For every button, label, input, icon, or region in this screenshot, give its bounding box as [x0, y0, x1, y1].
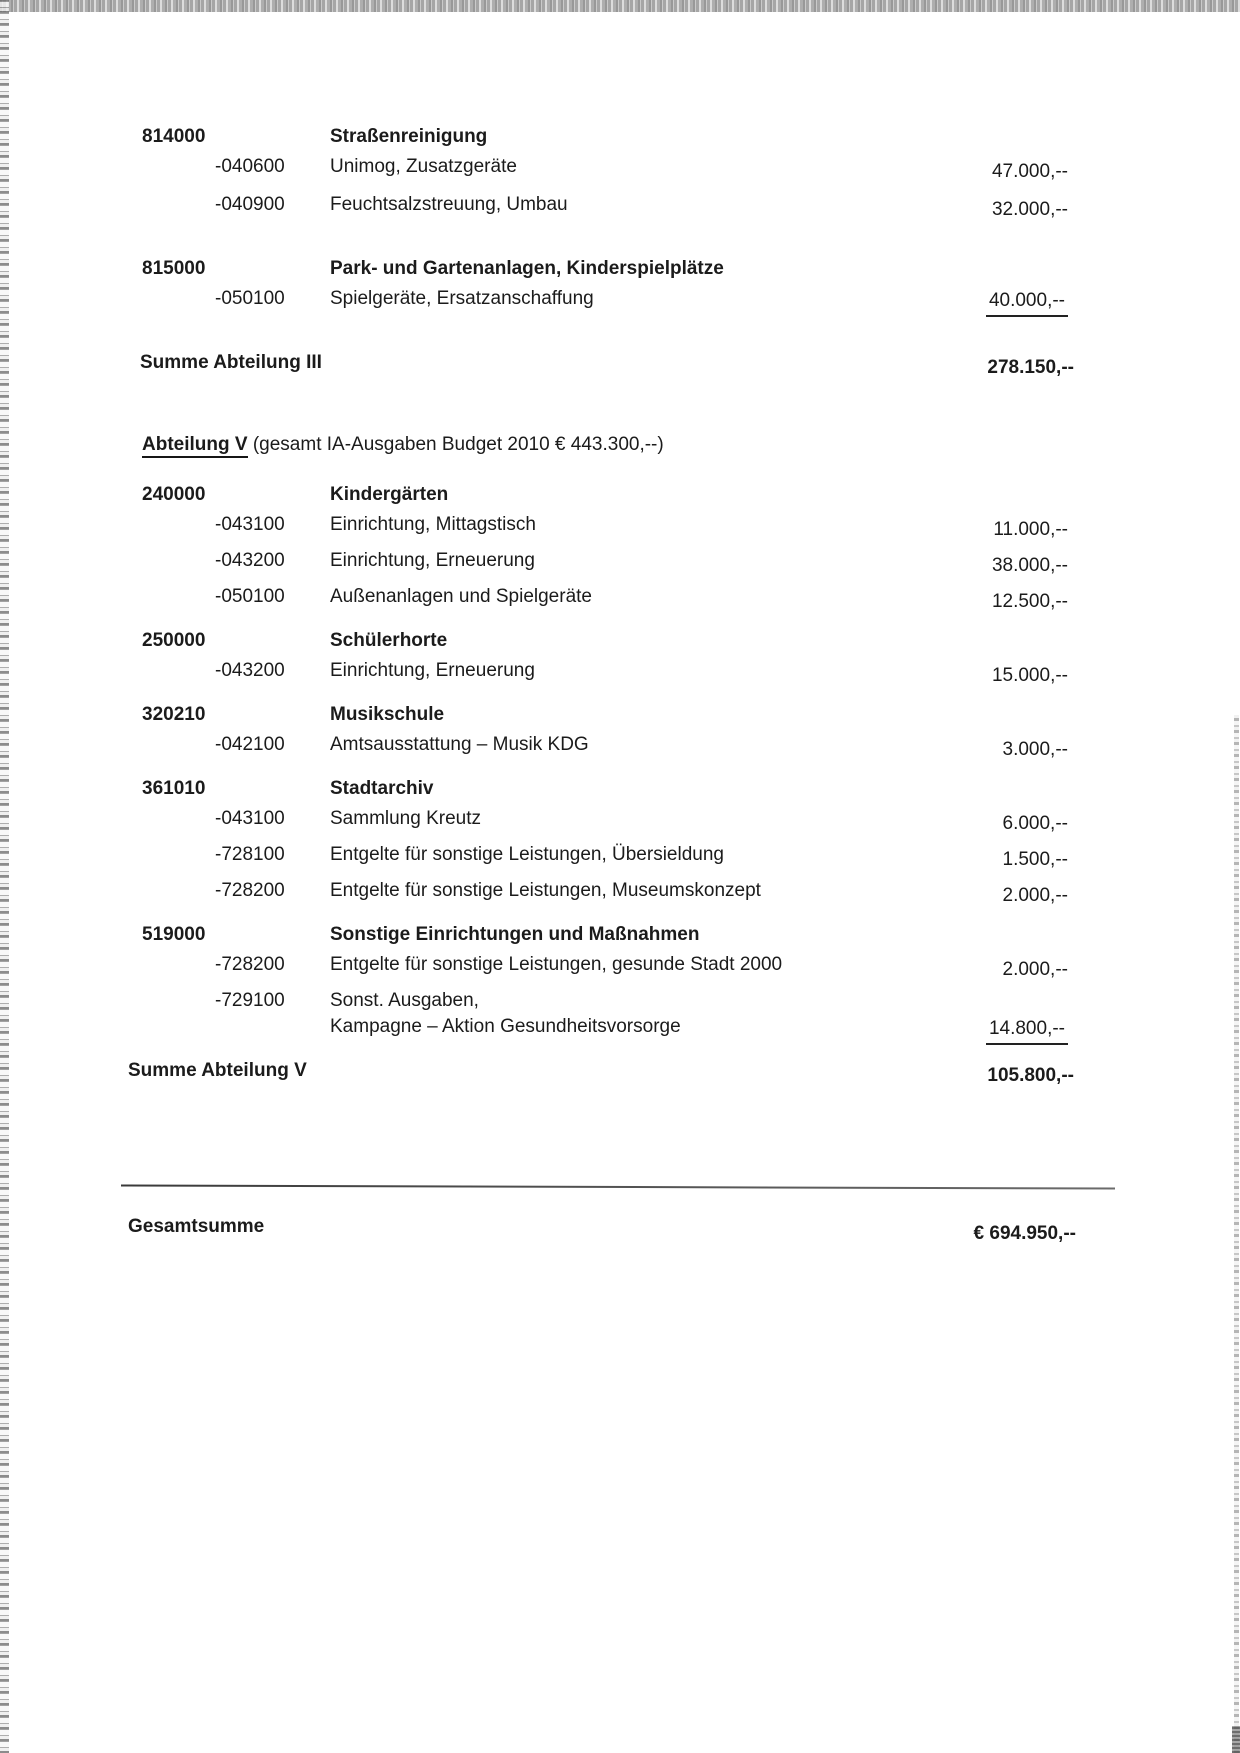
grand-total-row	[128, 1214, 1076, 1244]
item-description-line: Einrichtung, Erneuerung	[330, 660, 535, 681]
item-description-line: Entgelte für sonstige Leistungen, Museumskonzept	[330, 880, 761, 901]
sum-amount: 105.800,--	[987, 1065, 1074, 1086]
item-amount: 47.000,--	[991, 161, 1068, 182]
group-title: Musikschule	[330, 704, 445, 725]
item-subcode: -043100	[215, 808, 285, 829]
item-description	[330, 512, 1068, 538]
item-description	[330, 952, 1068, 978]
scan-artifact-left-edge	[0, 0, 9, 1753]
group-code: 815000	[142, 258, 206, 279]
item-subcode: -728100	[215, 844, 285, 865]
item-description	[330, 154, 1068, 180]
scan-artifact-bottom-right	[1232, 1726, 1240, 1753]
scan-artifact-right-edge	[1234, 715, 1239, 1753]
item-description-line: Außenanlagen und Spielgeräte	[330, 586, 592, 607]
item-description	[330, 286, 1068, 312]
item-subcode: -040600	[215, 156, 285, 177]
scan-artifact-top-edge	[0, 0, 1240, 12]
item-amount: 1.500,--	[1002, 849, 1068, 870]
item-subcode: -040900	[215, 194, 285, 215]
item-row	[142, 878, 1068, 904]
item-row	[142, 192, 1068, 218]
section-v-groups	[142, 482, 1068, 1040]
item-row	[142, 988, 1068, 1040]
item-subcode: -728200	[215, 880, 285, 901]
group-code: 240000	[142, 484, 206, 505]
item-subcode: -050100	[215, 586, 285, 607]
item-description	[330, 192, 1068, 218]
item-amount: 14.800,--	[986, 1016, 1068, 1045]
item-description-line: Kampagne – Aktion Gesundheitsvorsorge	[330, 1016, 681, 1037]
group-title: Park- und Gartenanlagen, Kinderspielplätze	[330, 258, 724, 279]
item-row	[142, 732, 1068, 758]
item-description-line: Sonst. Ausgaben,	[330, 990, 479, 1011]
group-header	[142, 482, 1068, 508]
item-description-line: Spielgeräte, Ersatzanschaffung	[330, 288, 594, 309]
group-code: 519000	[142, 924, 206, 945]
item-description-line: Einrichtung, Erneuerung	[330, 550, 535, 571]
sum-label: Summe Abteilung V	[128, 1060, 307, 1081]
sum-amount: 278.150,--	[987, 357, 1074, 378]
item-description-line: Feuchtsalzstreuung, Umbau	[330, 194, 568, 215]
item-subcode: -043200	[215, 550, 285, 571]
item-description	[330, 548, 1068, 574]
budget-group	[142, 702, 1068, 758]
item-amount: 2.000,--	[1002, 885, 1068, 906]
item-row	[142, 286, 1068, 312]
item-row	[142, 512, 1068, 538]
item-amount: 3.000,--	[1002, 739, 1068, 760]
section-v-subtitle: (gesamt IA-Ausgaben Budget 2010 € 443.300,--)	[247, 434, 664, 455]
item-subcode: -043100	[215, 514, 285, 535]
item-description	[330, 584, 1068, 610]
budget-group	[142, 482, 1068, 610]
item-row	[142, 842, 1068, 868]
item-row	[142, 806, 1068, 832]
item-row	[142, 548, 1068, 574]
item-amount: 32.000,--	[991, 199, 1068, 220]
group-title: Sonstige Einrichtungen und Maßnahmen	[330, 924, 700, 945]
group-title: Stadtarchiv	[330, 778, 434, 799]
item-amount: 38.000,--	[991, 555, 1068, 576]
budget-group	[142, 124, 1068, 218]
item-description	[330, 842, 1068, 868]
item-subcode: -050100	[215, 288, 285, 309]
item-amount: 15.000,--	[991, 665, 1068, 686]
grand-total-amount: € 694.950,--	[973, 1223, 1076, 1244]
group-header	[142, 922, 1068, 948]
item-description-line: Entgelte für sonstige Leistungen, gesunde Stadt 2000	[330, 954, 783, 975]
item-amount: 12.500,--	[991, 591, 1068, 612]
item-subcode: -042100	[215, 734, 285, 755]
budget-group	[142, 256, 1068, 312]
group-code: 814000	[142, 126, 206, 147]
budget-group	[142, 776, 1068, 904]
budget-group	[142, 628, 1068, 684]
group-title: Straßenreinigung	[330, 126, 488, 147]
item-amount: 6.000,--	[1002, 813, 1068, 834]
group-header	[142, 256, 1068, 282]
item-description-line: Entgelte für sonstige Leistungen, Übersieldung	[330, 844, 724, 865]
section-v-heading	[142, 432, 1068, 458]
item-row	[142, 658, 1068, 684]
item-description	[330, 806, 1068, 832]
item-amount: 11.000,--	[993, 519, 1068, 540]
item-row	[142, 952, 1068, 978]
item-description	[330, 988, 1068, 1040]
sum-row-abteilung-v	[128, 1058, 1074, 1086]
item-subcode: -729100	[215, 990, 285, 1011]
item-subcode: -043200	[215, 660, 285, 681]
section-iii-groups	[142, 124, 1068, 312]
section-v-title: Abteilung V	[142, 434, 248, 458]
item-description-line: Einrichtung, Mittagstisch	[330, 514, 536, 535]
item-description	[330, 878, 1068, 904]
item-description-line: Unimog, Zusatzgeräte	[330, 156, 517, 177]
item-description-line: Sammlung Kreutz	[330, 808, 482, 829]
item-row	[142, 584, 1068, 610]
budget-line-items	[128, 124, 1074, 1086]
group-header	[142, 776, 1068, 802]
sum-row-abteilung-iii	[140, 350, 1074, 378]
group-header	[142, 702, 1068, 728]
budget-group	[142, 922, 1068, 1040]
item-description-line: Amtsausstattung – Musik KDG	[330, 734, 589, 755]
item-description	[330, 658, 1068, 684]
sum-label: Summe Abteilung III	[140, 352, 322, 373]
group-title: Schülerhorte	[330, 630, 448, 651]
group-code: 320210	[142, 704, 206, 725]
group-title: Kindergärten	[330, 484, 449, 505]
item-row	[142, 154, 1068, 180]
group-header	[142, 124, 1068, 150]
group-code: 361010	[142, 778, 206, 799]
item-description	[330, 732, 1068, 758]
group-code: 250000	[142, 630, 206, 651]
total-divider-line	[121, 1184, 1115, 1189]
item-subcode: -728200	[215, 954, 285, 975]
group-header	[142, 628, 1068, 654]
item-amount: 2.000,--	[1002, 959, 1068, 980]
item-amount: 40.000,--	[986, 288, 1068, 317]
grand-total-label: Gesamtsumme	[128, 1216, 265, 1237]
